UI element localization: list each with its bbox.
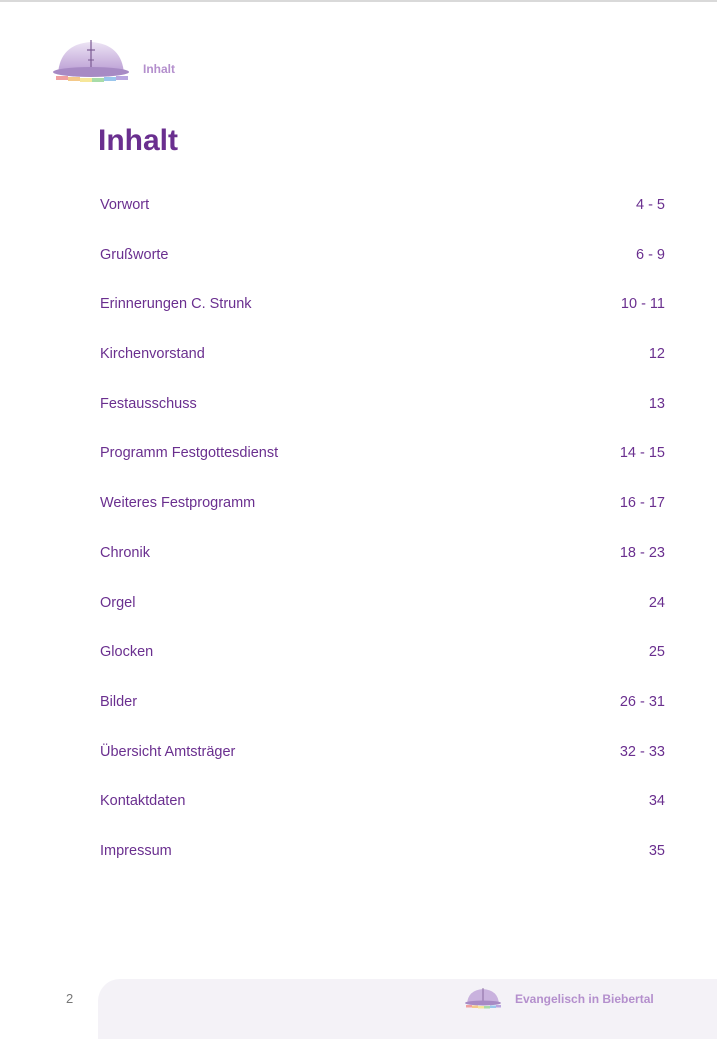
- toc-entry-pages: 13: [648, 395, 665, 412]
- footer-bar: [98, 979, 717, 1039]
- toc-entry: [100, 644, 665, 694]
- page-number: 2: [66, 991, 74, 1006]
- toc-entry-label: Orgel: [100, 594, 136, 611]
- toc-entry-label: Grußworte: [100, 246, 169, 263]
- toc-entry-pages: 34: [648, 793, 665, 810]
- toc-entry-pages: 35: [648, 842, 665, 859]
- toc-entry: [100, 843, 665, 893]
- page-title: Inhalt: [98, 124, 178, 157]
- toc-entry-pages: 32 - 33: [619, 743, 665, 760]
- toc-entry: [100, 495, 665, 545]
- toc-entry-label: Impressum: [100, 842, 172, 859]
- table-of-contents: [100, 197, 665, 893]
- toc-entry-pages: 26 - 31: [619, 693, 665, 710]
- toc-entry: [100, 744, 665, 794]
- toc-entry-pages: 16 - 17: [619, 495, 665, 512]
- toc-entry-pages: 14 - 15: [619, 445, 665, 462]
- toc-entry: [100, 346, 665, 396]
- toc-entry-label: Glocken: [100, 644, 154, 661]
- toc-entry: [100, 296, 665, 346]
- toc-entry-label: Erinnerungen C. Strunk: [100, 296, 252, 313]
- toc-entry-label: Kontaktdaten: [100, 793, 186, 810]
- toc-entry-pages: 4 - 5: [635, 197, 665, 213]
- toc-entry-label: Weiteres Festprogramm: [100, 495, 256, 512]
- toc-entry-pages: 10 - 11: [620, 296, 665, 313]
- toc-entry: [100, 396, 665, 446]
- header-section-label: Inhalt: [143, 62, 175, 76]
- toc-entry: [100, 197, 665, 247]
- toc-entry-pages: 12: [648, 346, 665, 363]
- church-dome-logo-icon: [463, 987, 503, 1009]
- church-dome-logo-icon: [50, 38, 132, 86]
- top-rule: [0, 0, 717, 2]
- toc-entry-pages: 25: [648, 644, 665, 661]
- toc-entry: [100, 793, 665, 843]
- toc-entry-label: Vorwort: [100, 197, 150, 213]
- toc-entry-label: Übersicht Amtsträger: [100, 743, 236, 760]
- toc-entry: [100, 694, 665, 744]
- toc-entry-label: Chronik: [100, 544, 150, 561]
- toc-entry: [100, 545, 665, 595]
- toc-entry-pages: 24: [648, 594, 665, 611]
- toc-entry-pages: 18 - 23: [619, 544, 665, 561]
- toc-entry: [100, 445, 665, 495]
- toc-entry: [100, 247, 665, 297]
- toc-entry-label: Kirchenvorstand: [100, 346, 205, 363]
- footer-label: Evangelisch in Biebertal: [515, 992, 654, 1006]
- toc-entry-pages: 6 - 9: [635, 246, 665, 263]
- toc-entry-label: Programm Festgottesdienst: [100, 445, 279, 462]
- toc-entry-label: Bilder: [100, 693, 138, 710]
- toc-entry-label: Festausschuss: [100, 395, 197, 412]
- toc-entry: [100, 595, 665, 645]
